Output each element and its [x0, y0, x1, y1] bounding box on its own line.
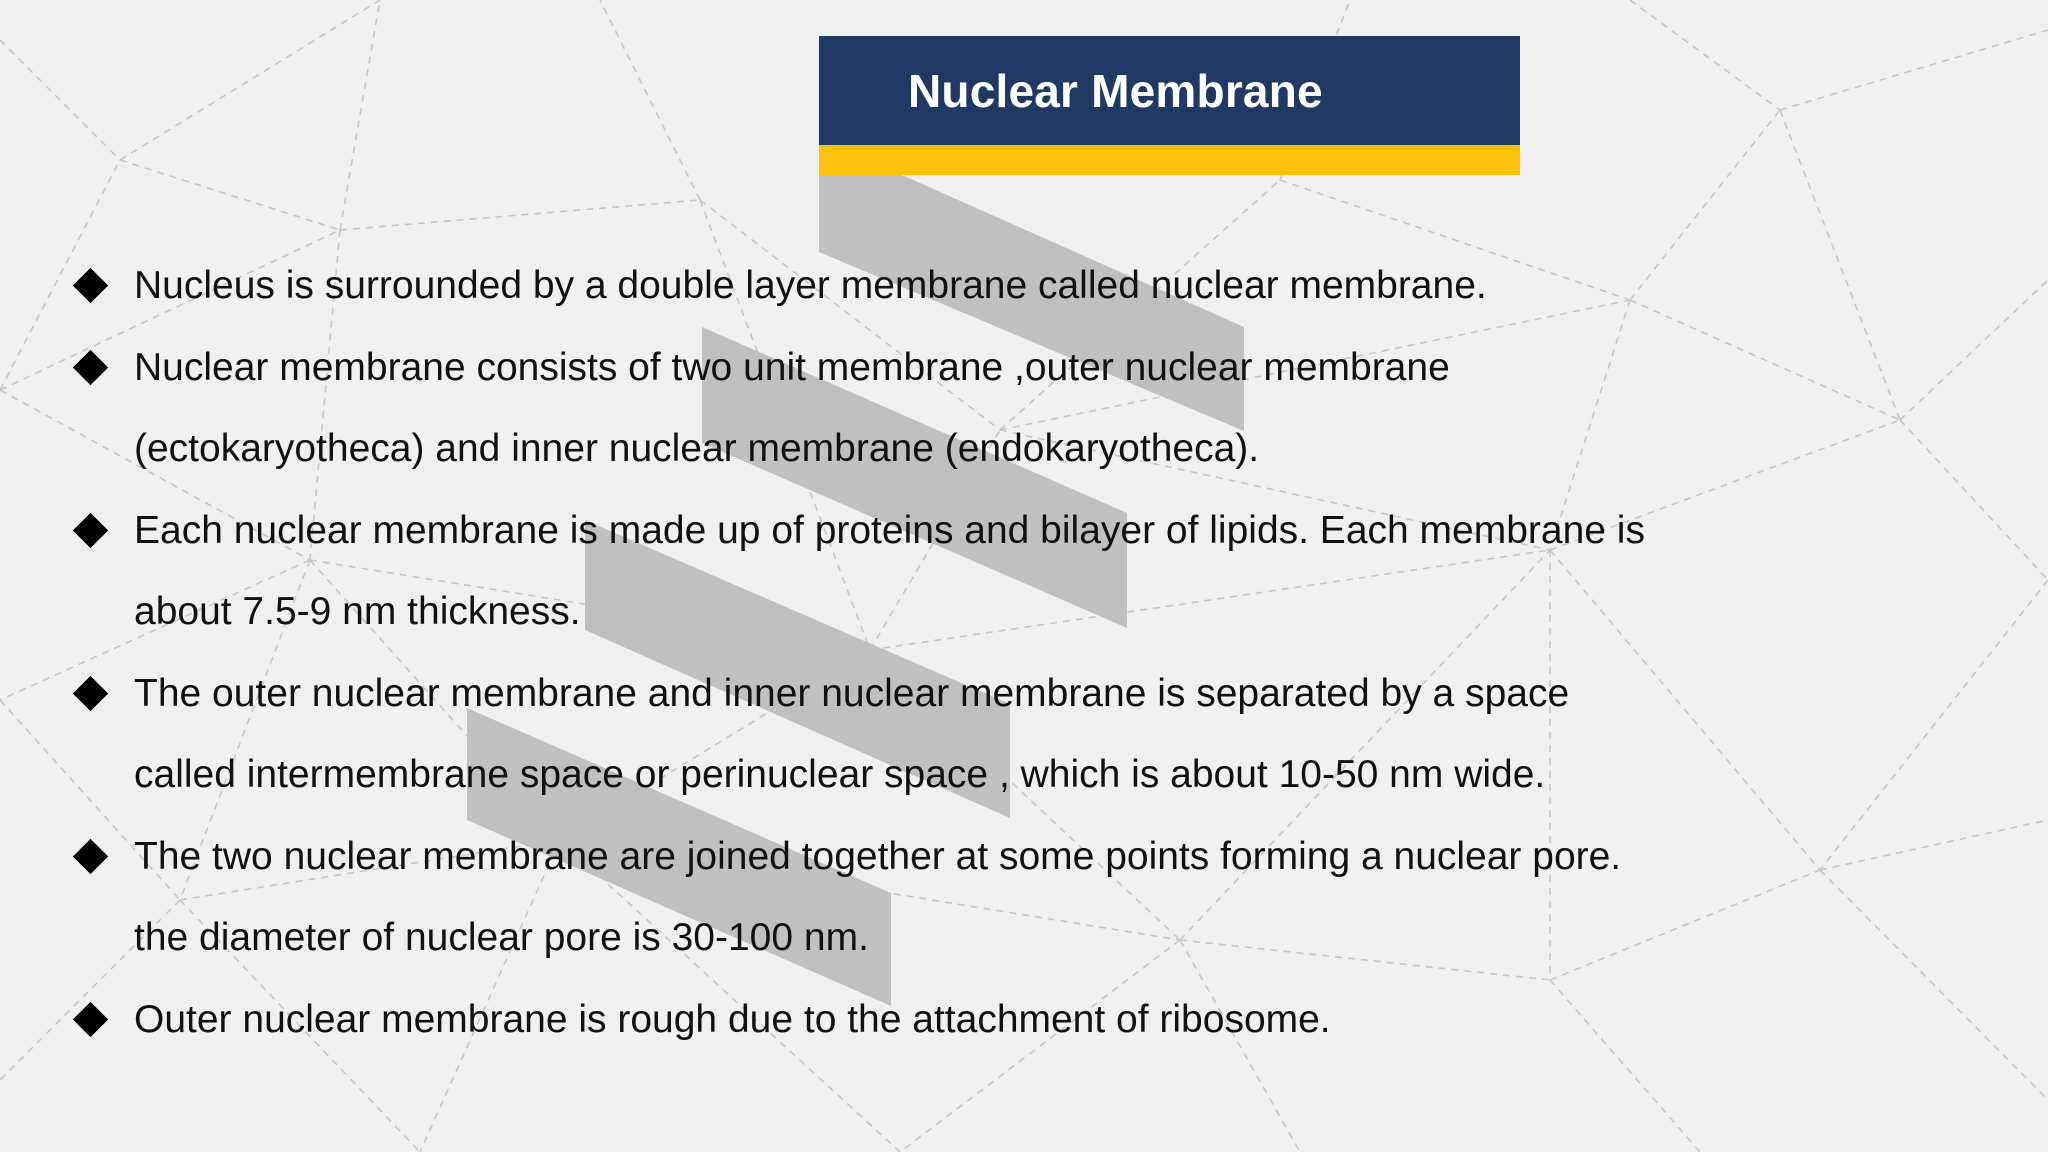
bullet-line: (ectokaryotheca) and inner nuclear membrane (endokaryotheca). — [134, 427, 1260, 470]
diamond-bullet-icon — [73, 675, 108, 710]
bullet-item — [70, 327, 1970, 490]
bullet-line: Each nuclear membrane is made up of proteins and bilayer of lipids. Each membrane is — [134, 508, 1645, 552]
bullet-line: about 7.5-9 nm thickness. — [134, 590, 581, 633]
bullet-item — [70, 979, 1970, 1061]
bullet-item — [70, 653, 1970, 816]
bullet-line: The two nuclear membrane are joined together at some points forming a nuclear pore. — [134, 834, 1622, 878]
bullet-line: Nuclear membrane consists of two unit membrane ,outer nuclear membrane — [134, 345, 1450, 389]
bullet-line: The outer nuclear membrane and inner nuclear membrane is separated by a space — [134, 671, 1570, 715]
slide-title: Nuclear Membrane — [908, 64, 1323, 117]
bullet-list — [70, 245, 1970, 1060]
diamond-bullet-icon — [73, 512, 108, 547]
bullet-item — [70, 816, 1970, 979]
bullet-line: the diameter of nuclear pore is 30-100 nm. — [134, 916, 869, 959]
diamond-bullet-icon — [73, 268, 108, 303]
bullet-item — [70, 490, 1970, 653]
diamond-bullet-icon — [73, 838, 108, 873]
bullet-line: Outer nuclear membrane is rough due to the attachment of ribosome. — [134, 997, 1331, 1041]
title-bar — [819, 36, 1520, 145]
bullet-line: called intermembrane space or perinuclear space , which is about 10-50 nm wide. — [134, 753, 1546, 796]
diamond-bullet-icon — [73, 1001, 108, 1036]
bullet-line: Nucleus is surrounded by a double layer membrane called nuclear membrane. — [134, 264, 1487, 307]
diamond-bullet-icon — [73, 349, 108, 384]
title-accent-bar — [819, 145, 1520, 175]
bullet-item — [70, 245, 1970, 327]
